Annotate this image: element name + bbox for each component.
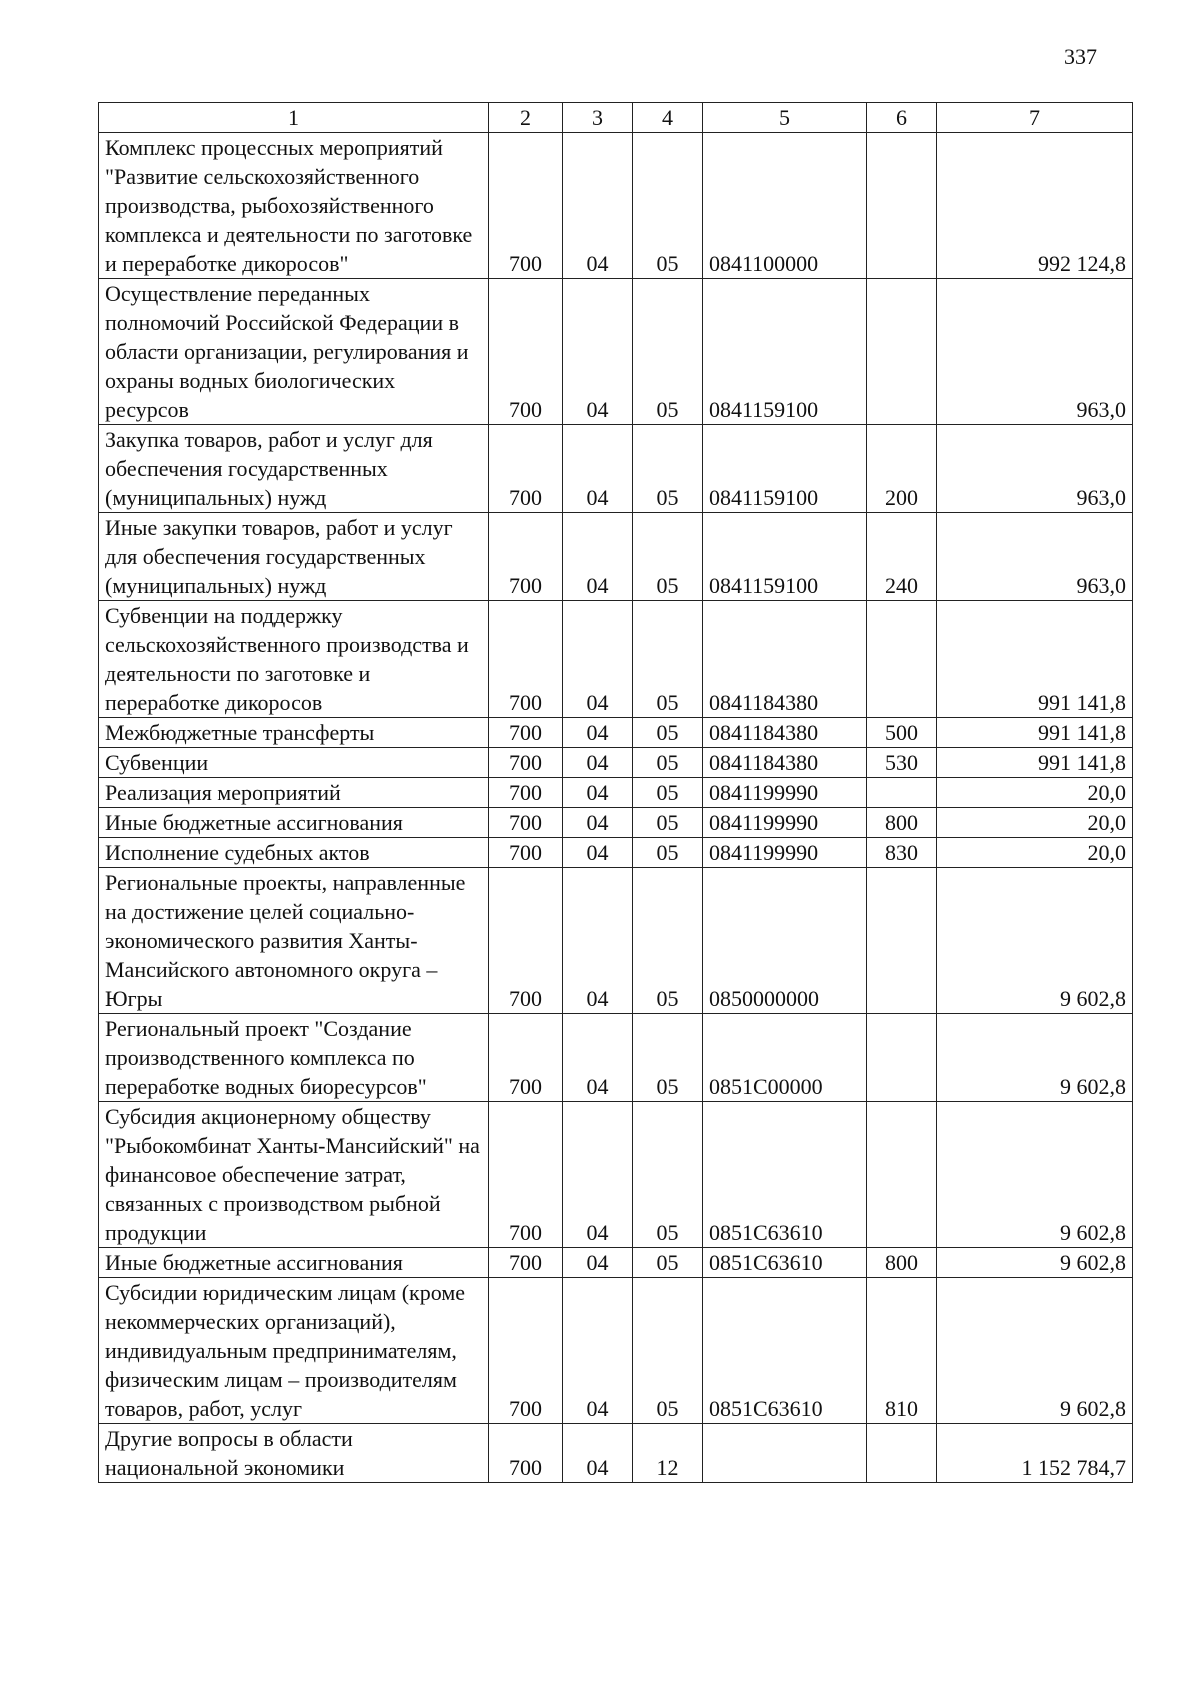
row-name-cell: Региональный проект "Создание производственного комплекса по переработке водных биоресурсов"	[99, 1014, 489, 1102]
table-row	[99, 601, 1133, 718]
row-section-cell: 04	[563, 513, 633, 601]
row-target-cell: 0841184380	[703, 748, 867, 778]
row-name-cell: Иные закупки товаров, работ и услуг для обеспечения государственных (муниципальных) нужд	[99, 513, 489, 601]
row-target-cell: 0851С63610	[703, 1102, 867, 1248]
row-target-cell: 0841184380	[703, 718, 867, 748]
header-cell: 5	[703, 103, 867, 133]
table-row	[99, 279, 1133, 425]
row-amount-cell: 991 141,8	[937, 601, 1133, 718]
row-expense-type-cell	[867, 1014, 937, 1102]
row-name-cell: Субсидия акционерному обществу "Рыбокомбинат Ханты-Мансийский" на финансовое обеспечение затрат, связанных с производством рыбной продукции	[99, 1102, 489, 1248]
row-code-cell: 700	[489, 1014, 563, 1102]
header-row	[99, 103, 1133, 133]
row-code-cell: 700	[489, 279, 563, 425]
row-expense-type-cell: 800	[867, 1248, 937, 1278]
row-section-cell: 04	[563, 1424, 633, 1483]
row-subsection-cell: 05	[633, 1248, 703, 1278]
row-code-cell: 700	[489, 1278, 563, 1424]
row-section-cell: 04	[563, 601, 633, 718]
row-target-cell: 0851С63610	[703, 1278, 867, 1424]
page-number: 337	[1064, 44, 1097, 69]
row-section-cell: 04	[563, 279, 633, 425]
row-name-cell: Субвенции	[99, 748, 489, 778]
row-target-cell: 0851С63610	[703, 1248, 867, 1278]
row-section-cell: 04	[563, 748, 633, 778]
row-name-cell: Иные бюджетные ассигнования	[99, 808, 489, 838]
row-amount-cell: 20,0	[937, 778, 1133, 808]
row-target-cell: 0841159100	[703, 279, 867, 425]
row-target-cell: 0841199990	[703, 778, 867, 808]
row-subsection-cell: 05	[633, 778, 703, 808]
row-name-cell: Исполнение судебных актов	[99, 838, 489, 868]
row-subsection-cell: 05	[633, 808, 703, 838]
row-target-cell: 0841199990	[703, 838, 867, 868]
header-cell: 2	[489, 103, 563, 133]
row-subsection-cell: 12	[633, 1424, 703, 1483]
row-code-cell: 700	[489, 868, 563, 1014]
row-name-cell: Закупка товаров, работ и услуг для обеспечения государственных (муниципальных) нужд	[99, 425, 489, 513]
row-target-cell: 0850000000	[703, 868, 867, 1014]
row-code-cell: 700	[489, 513, 563, 601]
row-expense-type-cell: 240	[867, 513, 937, 601]
table-row	[99, 868, 1133, 1014]
row-amount-cell: 963,0	[937, 425, 1133, 513]
table-row	[99, 425, 1133, 513]
header-cell: 1	[99, 103, 489, 133]
row-subsection-cell: 05	[633, 748, 703, 778]
row-amount-cell: 991 141,8	[937, 748, 1133, 778]
row-subsection-cell: 05	[633, 1102, 703, 1248]
row-section-cell: 04	[563, 718, 633, 748]
table-row	[99, 748, 1133, 778]
row-amount-cell: 992 124,8	[937, 133, 1133, 279]
row-section-cell: 04	[563, 1014, 633, 1102]
table-row	[99, 1102, 1133, 1248]
row-amount-cell: 9 602,8	[937, 868, 1133, 1014]
table-row	[99, 1424, 1133, 1483]
row-subsection-cell: 05	[633, 718, 703, 748]
table-row	[99, 513, 1133, 601]
row-expense-type-cell	[867, 1102, 937, 1248]
row-expense-type-cell	[867, 279, 937, 425]
row-code-cell: 700	[489, 1102, 563, 1248]
header-cell: 4	[633, 103, 703, 133]
row-subsection-cell: 05	[633, 868, 703, 1014]
row-subsection-cell: 05	[633, 425, 703, 513]
row-expense-type-cell: 830	[867, 838, 937, 868]
row-expense-type-cell: 800	[867, 808, 937, 838]
row-name-cell: Другие вопросы в области национальной экономики	[99, 1424, 489, 1483]
row-subsection-cell: 05	[633, 1014, 703, 1102]
row-name-cell: Субсидии юридическим лицам (кроме некоммерческих организаций), индивидуальным предпринимателям, физическим лицам – производителям товаров, работ, услуг	[99, 1278, 489, 1424]
table-row	[99, 718, 1133, 748]
row-section-cell: 04	[563, 778, 633, 808]
row-subsection-cell: 05	[633, 279, 703, 425]
row-expense-type-cell	[867, 133, 937, 279]
row-code-cell: 700	[489, 601, 563, 718]
row-amount-cell: 991 141,8	[937, 718, 1133, 748]
row-code-cell: 700	[489, 748, 563, 778]
row-subsection-cell: 05	[633, 838, 703, 868]
header-cell: 3	[563, 103, 633, 133]
row-name-cell: Межбюджетные трансферты	[99, 718, 489, 748]
row-name-cell: Осуществление переданных полномочий Российской Федерации в области организации, регулирования и охраны водных биологических ресурсов	[99, 279, 489, 425]
row-code-cell: 700	[489, 808, 563, 838]
table-header	[99, 103, 1133, 133]
row-expense-type-cell: 530	[867, 748, 937, 778]
row-target-cell: 0841184380	[703, 601, 867, 718]
table-row	[99, 133, 1133, 279]
row-target-cell: 0841159100	[703, 425, 867, 513]
row-expense-type-cell	[867, 778, 937, 808]
row-section-cell: 04	[563, 808, 633, 838]
table-row	[99, 808, 1133, 838]
row-target-cell: 0841100000	[703, 133, 867, 279]
row-subsection-cell: 05	[633, 513, 703, 601]
row-section-cell: 04	[563, 425, 633, 513]
row-section-cell: 04	[563, 1278, 633, 1424]
table-body	[99, 133, 1133, 1483]
row-section-cell: 04	[563, 1248, 633, 1278]
row-name-cell: Комплекс процессных мероприятий "Развитие сельскохозяйственного производства, рыбохозяйственного комплекса и деятельности по заготовке и переработке дикоросов"	[99, 133, 489, 279]
row-amount-cell: 9 602,8	[937, 1248, 1133, 1278]
row-section-cell: 04	[563, 838, 633, 868]
row-amount-cell: 20,0	[937, 808, 1133, 838]
row-code-cell: 700	[489, 1424, 563, 1483]
row-code-cell: 700	[489, 718, 563, 748]
table-row	[99, 778, 1133, 808]
row-amount-cell: 20,0	[937, 838, 1133, 868]
row-name-cell: Субвенции на поддержку сельскохозяйственного производства и деятельности по заготовке и переработке дикоросов	[99, 601, 489, 718]
header-cell: 7	[937, 103, 1133, 133]
row-amount-cell: 9 602,8	[937, 1102, 1133, 1248]
row-section-cell: 04	[563, 868, 633, 1014]
row-section-cell: 04	[563, 1102, 633, 1248]
row-amount-cell: 9 602,8	[937, 1014, 1133, 1102]
row-subsection-cell: 05	[633, 133, 703, 279]
table-row	[99, 1014, 1133, 1102]
row-target-cell: 0841199990	[703, 808, 867, 838]
row-amount-cell: 963,0	[937, 513, 1133, 601]
row-name-cell: Региональные проекты, направленные на достижение целей социально-экономического развития Ханты-Мансийского автономного округа – Югры	[99, 868, 489, 1014]
row-section-cell: 04	[563, 133, 633, 279]
row-target-cell: 0841159100	[703, 513, 867, 601]
row-code-cell: 700	[489, 778, 563, 808]
row-code-cell: 700	[489, 425, 563, 513]
row-expense-type-cell: 200	[867, 425, 937, 513]
row-subsection-cell: 05	[633, 601, 703, 718]
row-amount-cell: 9 602,8	[937, 1278, 1133, 1424]
row-expense-type-cell	[867, 601, 937, 718]
table-row	[99, 1248, 1133, 1278]
table-row	[99, 838, 1133, 868]
row-code-cell: 700	[489, 133, 563, 279]
row-target-cell: 0851С00000	[703, 1014, 867, 1102]
row-expense-type-cell	[867, 1424, 937, 1483]
row-expense-type-cell	[867, 868, 937, 1014]
row-code-cell: 700	[489, 838, 563, 868]
row-expense-type-cell: 810	[867, 1278, 937, 1424]
row-name-cell: Иные бюджетные ассигнования	[99, 1248, 489, 1278]
row-code-cell: 700	[489, 1248, 563, 1278]
row-subsection-cell: 05	[633, 1278, 703, 1424]
row-amount-cell: 1 152 784,7	[937, 1424, 1133, 1483]
header-cell: 6	[867, 103, 937, 133]
row-amount-cell: 963,0	[937, 279, 1133, 425]
row-name-cell: Реализация мероприятий	[99, 778, 489, 808]
table-row	[99, 1278, 1133, 1424]
row-expense-type-cell: 500	[867, 718, 937, 748]
budget-table	[98, 102, 1133, 1483]
row-target-cell	[703, 1424, 867, 1483]
